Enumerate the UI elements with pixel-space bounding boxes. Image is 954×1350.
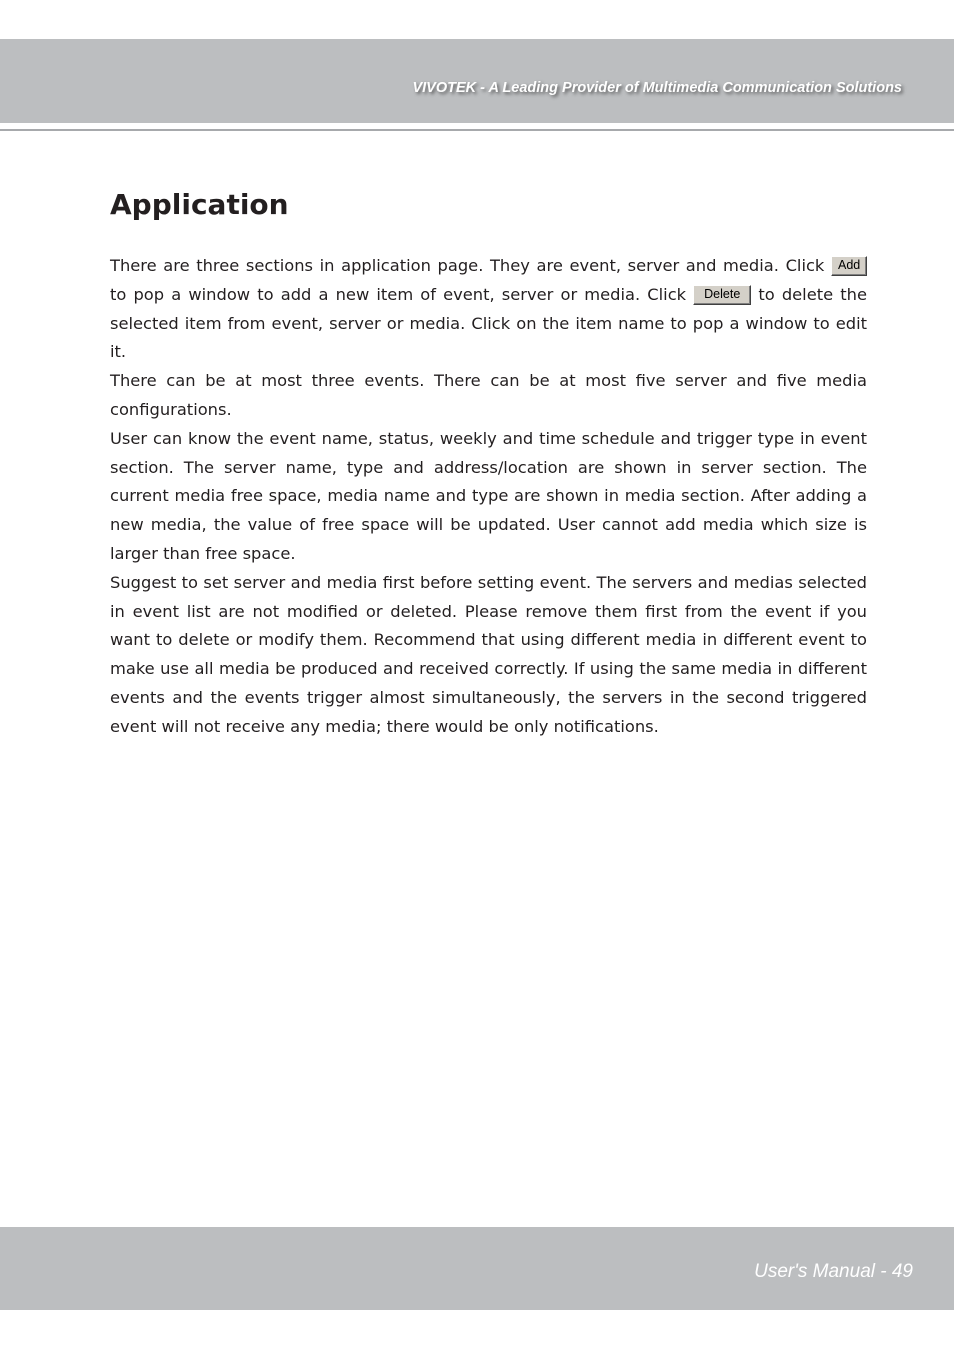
header-divider	[0, 129, 954, 131]
delete-button: Delete	[693, 285, 751, 305]
page-title: Application	[110, 188, 289, 221]
paragraph-limits: There can be at most three events. There can be at most five server and five media configurations.	[110, 371, 867, 419]
paragraph-sections-intro	[110, 252, 867, 367]
footer-page-number: User's Manual - 49	[754, 1261, 913, 1282]
add-button: Add	[831, 256, 867, 276]
paragraph-text: to pop a window to add a new item of event, server or media. Click	[110, 284, 687, 304]
page-content	[110, 186, 867, 742]
header-tagline: VIVOTEK - A Leading Provider of Multimedia Communication Solutions	[412, 80, 902, 96]
paragraph-text: There are three sections in application page. They are event, server and media. Click	[110, 256, 825, 275]
paragraph-section-info: User can know the event name, status, weekly and time schedule and trigger type in event section. The server name, type and address/location are shown in server section. The current media free space, media name and type are shown in media section. After adding a new media, the value of free space will be updated. User cannot add media which size is larger than free space.	[110, 428, 867, 563]
paragraph-suggestions: Suggest to set server and media first before setting event. The servers and medias selected in event list are not modified or deleted. Please remove them first from the event if you want to delete or modify them. Recommend that using different media in different event to make use all media be produced and received correctly. If using the same media in different events and the events trigger almost simultaneously, the servers in the second triggered event will not receive any media; there would be only notifications.	[110, 572, 867, 736]
paragraph-text: to delete the selected item from event, server or media. Click on the item name to pop a window to edit it.	[110, 284, 867, 362]
